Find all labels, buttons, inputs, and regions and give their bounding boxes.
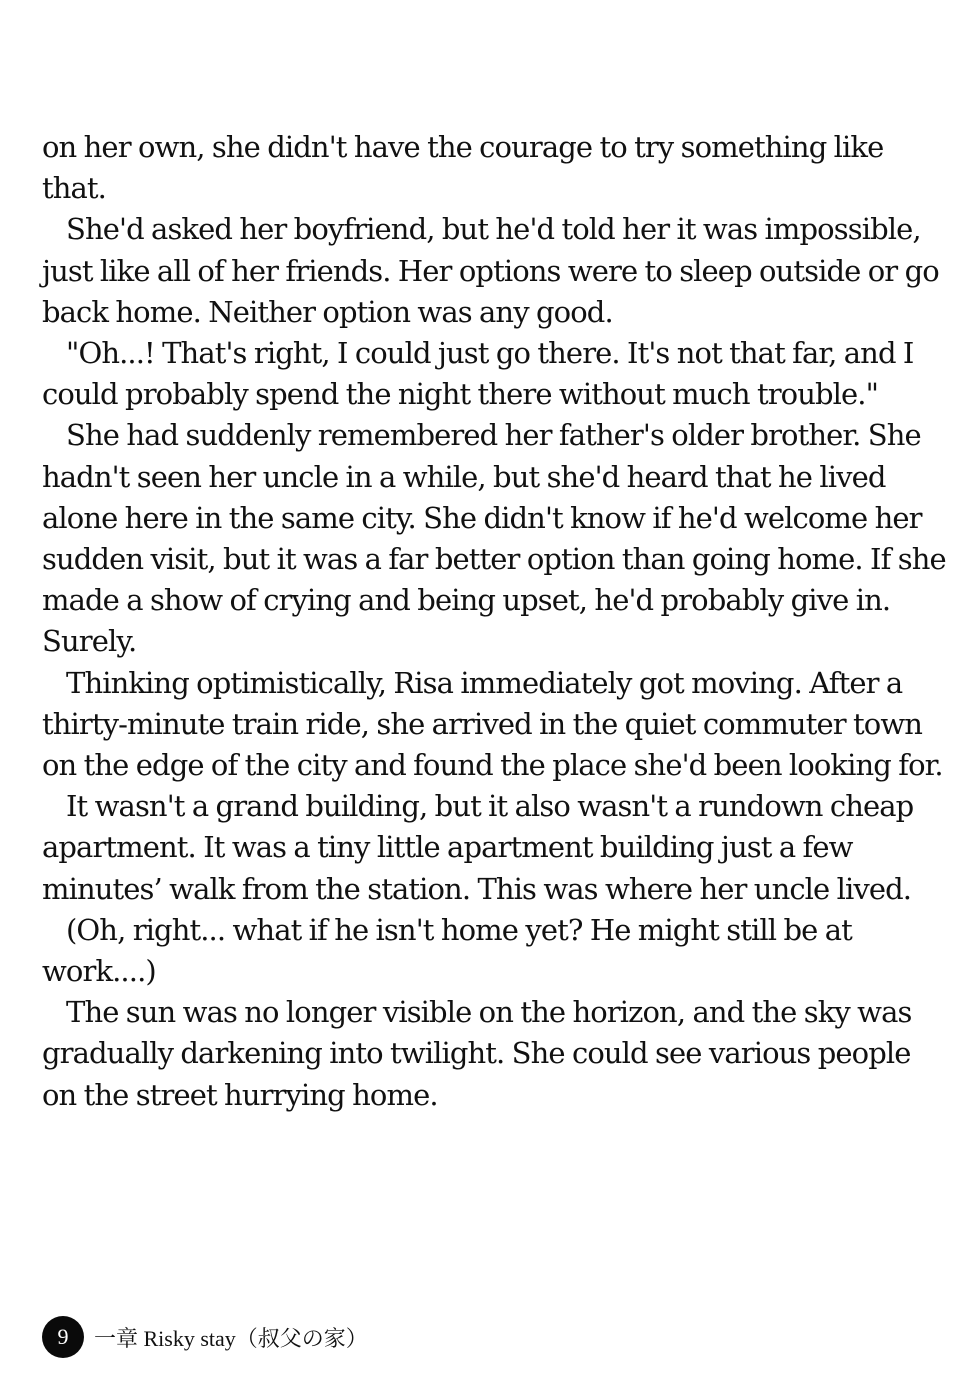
paragraph: The sun was no longer visible on the horizon, and the sky was gradually darkening into twilight. She could see various people on the street hurrying home.: [42, 995, 912, 1112]
page-footer: [42, 1316, 368, 1358]
chapter-label: 一章 Risky stay（叔父の家）: [94, 1325, 368, 1351]
paragraph: It wasn't a grand building, but it also wasn't a rundown cheap apartment. It was a tiny little apartment building just a few minutes’ walk from the station. This was where her uncle lived.: [42, 789, 914, 906]
page-number-badge: 9: [42, 1316, 84, 1358]
paragraph: She'd asked her boyfriend, but he'd told her it was impossible, just like all of her friends. Her options were to sleep outside or go back home. Neither option was any good.: [42, 212, 939, 329]
paragraph: on her own, she didn't have the courage to try something like that.: [42, 130, 884, 206]
paragraph: (Oh, right... what if he isn't home yet? He might still be at work....): [42, 912, 852, 989]
body-text: [42, 127, 947, 1116]
paragraph: "Oh...! That's right, I could just go there. It's not that far, and I could probably spend the night there without much trouble.": [42, 336, 914, 412]
paragraph: Thinking optimistically, Risa immediately got moving. After a thirty-minute train ride, she arrived in the quiet commuter town on the edge of the city and found the place she'd been looking for.: [42, 665, 943, 783]
paragraph: She had suddenly remembered her father's older brother. She hadn't seen her uncle in a while, but she'd heard that he lived alone here in the same city. She didn't know if he'd welcome her sudden visit, but it was a far better option than going home. If she made a show of crying and being upset, he'd probably give in. Surely.: [42, 418, 946, 659]
